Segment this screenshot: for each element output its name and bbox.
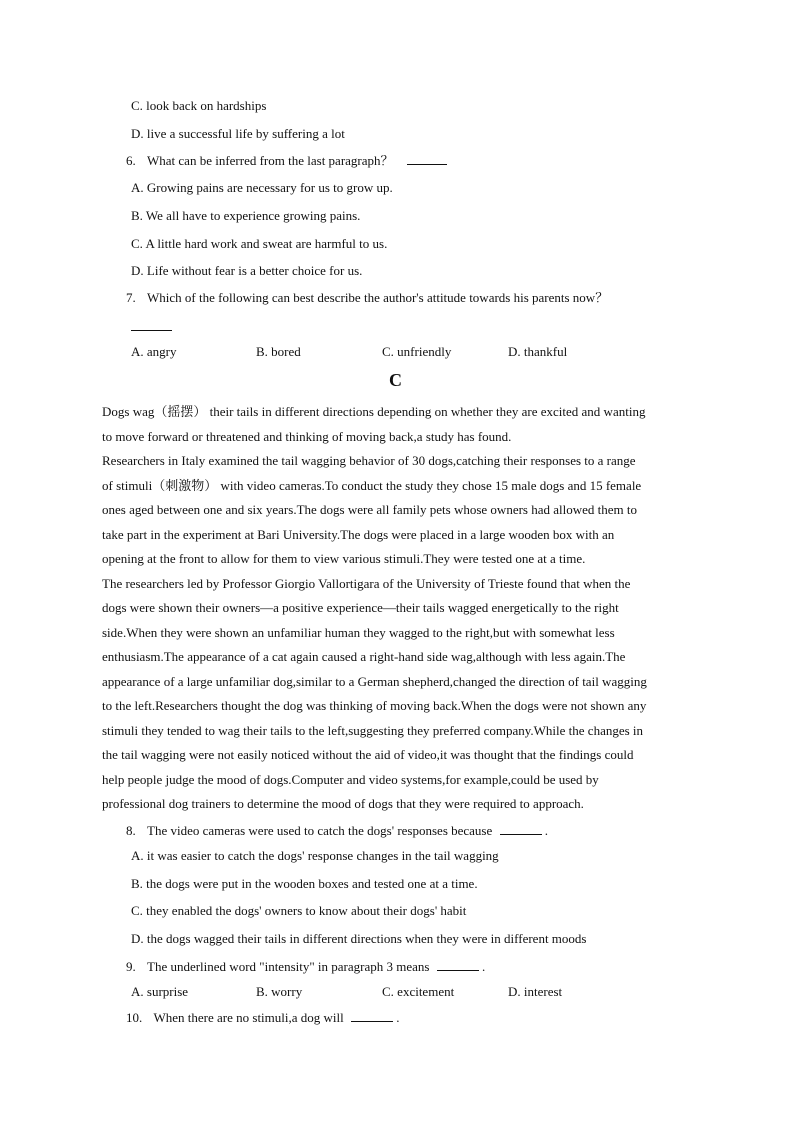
passage-line: to the left.Researchers thought the dog was thinking of moving back.When the dogs were not shown any <box>102 698 647 713</box>
q8-option-d: D. the dogs wagged their tails in different directions when they were in different moods <box>131 931 587 946</box>
q9-stem <box>126 959 485 973</box>
q7-answer-blank <box>131 318 172 331</box>
q9-end: . <box>481 959 486 974</box>
q10-end: . <box>396 1010 400 1025</box>
q7-option-c: C. unfriendly <box>382 344 452 359</box>
q10-number: 10. <box>126 1010 143 1025</box>
q7-option-d: D. thankful <box>508 344 568 359</box>
passage-line: Researchers in Italy examined the tail wagging behavior of 30 dogs,catching their responses to a range <box>102 453 636 468</box>
section-heading: C <box>389 370 402 390</box>
q5-option-d: D. live a successful life by suffering a lot <box>131 126 345 141</box>
q8-option-c: C. they enabled the dogs' owners to know about their dogs' habit <box>131 903 467 918</box>
passage-line: help people judge the mood of dogs.Computer and video systems,for example,could be used by <box>102 771 599 787</box>
q6-answer-blank <box>407 153 447 165</box>
q7-option-b: B. bored <box>256 344 301 359</box>
passage-line: ones aged between one and six years.The dogs were all family pets whose owners had allowed them to <box>102 502 638 517</box>
q7-option-a: A. angry <box>131 344 177 359</box>
passage <box>102 400 702 817</box>
q6-number: 6. <box>126 153 136 168</box>
q9-option-b: B. worry <box>256 984 303 999</box>
q6-option-b: B. We all have to experience growing pains. <box>131 208 361 223</box>
q9-number: 9. <box>126 959 136 974</box>
q5-option-c: C. look back on hardships <box>131 98 267 113</box>
passage-line: side.When they were shown an unfamiliar human they wagged to the right,but with somewhat less <box>102 624 615 640</box>
passage-line: Dogs wag（摇摆） their tails in different directions depending on whether they are excited and wanting <box>102 404 646 419</box>
q7-number: 7. <box>126 290 136 305</box>
q8-text: The video cameras were used to catch the dogs' responses because <box>147 823 493 838</box>
passage-line: dogs were shown their owners—a positive experience—their tails wagged energetically to the right <box>102 600 619 615</box>
q9-option-c: C. excitement <box>382 984 455 999</box>
q9-option-d: D. interest <box>508 984 563 999</box>
passage-line: to move forward or threatened and thinking of moving back,a study has found. <box>102 428 512 444</box>
q6-option-a: A. Growing pains are necessary for us to grow up. <box>131 180 393 195</box>
passage-line: the tail wagging were not easily noticed without the aid of video,it was thought that the findings could <box>102 747 634 762</box>
q8-stem <box>126 823 548 837</box>
q8-number: 8. <box>126 823 136 838</box>
q6-option-c: C. A little hard work and sweat are harmful to us. <box>131 236 388 251</box>
q9-option-a: A. surprise <box>131 984 189 999</box>
q6-text: What can be inferred from the last paragraph？ <box>147 153 394 168</box>
q9-answer-blank <box>437 959 479 971</box>
passage-line: enthusiasm.The appearance of a cat again caused a right-hand side wag,although with less again.The <box>102 649 626 664</box>
q8-answer-blank <box>500 823 542 835</box>
q7-text: Which of the following can best describe the author's attitude towards his parents now？ <box>147 290 609 305</box>
q10-text: When there are no stimuli,a dog will <box>153 1010 344 1025</box>
passage-line: The researchers led by Professor Giorgio Vallortigara of the University of Trieste found that when the <box>102 575 631 591</box>
q8-option-a: A. it was easier to catch the dogs' response changes in the tail wagging <box>131 848 499 863</box>
q6-stem <box>126 153 447 167</box>
passage-line: stimuli they tended to wag their tails to the left,suggesting they preferred company.While the changes in <box>102 722 644 738</box>
q6-option-d: D. Life without fear is a better choice for us. <box>131 263 363 278</box>
q8-end: . <box>544 823 549 838</box>
q7-stem <box>126 291 608 304</box>
q7-options <box>131 344 651 360</box>
q9-options <box>131 984 651 1000</box>
passage-line: of stimuli（刺激物） with video cameras.To conduct the study they chose 15 male dogs and 15 female <box>102 477 642 493</box>
passage-line: professional dog trainers to determine the mood of dogs that they were required to approach. <box>102 796 584 811</box>
passage-line: appearance of a large unfamiliar dog,similar to a German shepherd,changed the direction of tail wagging <box>102 673 647 689</box>
q8-option-b: B. the dogs were put in the wooden boxes and tested one at a time. <box>131 876 478 891</box>
passage-line: take part in the experiment at Bari University.The dogs were placed in a large wooden box with an <box>102 526 615 542</box>
passage-line: opening at the front to allow for them to view various stimuli.They were tested one at a time. <box>102 551 586 566</box>
q10-answer-blank <box>351 1010 393 1022</box>
q9-text: The underlined word "intensity" in paragraph 3 means <box>147 959 430 974</box>
q10-stem <box>126 1010 400 1024</box>
